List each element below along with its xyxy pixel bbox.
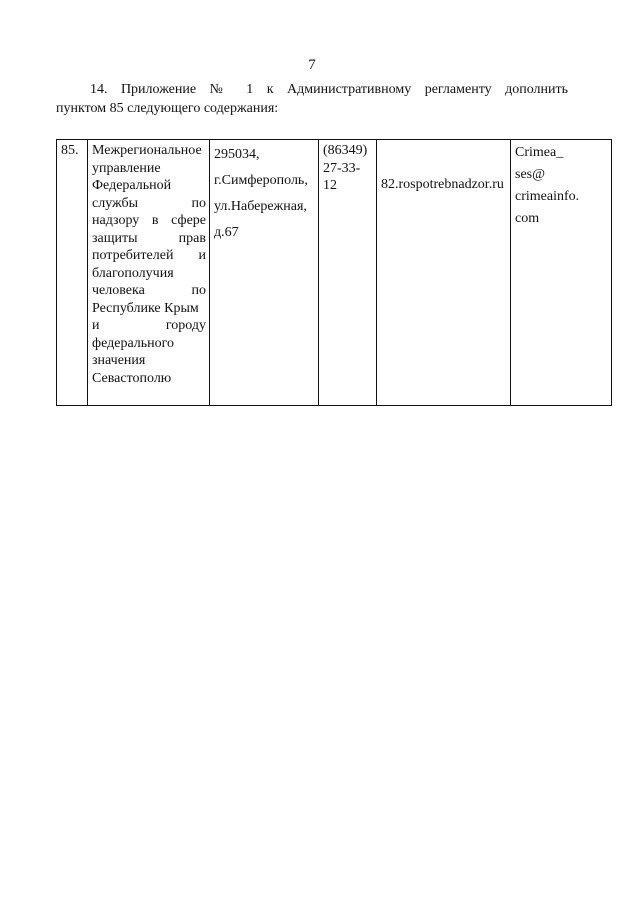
amendment-table (56, 139, 612, 406)
phone-line: (86349) (323, 143, 368, 158)
address-line: 295034, (214, 147, 260, 162)
organization-name-line: значения (92, 353, 146, 368)
address-cell (210, 140, 319, 406)
organization-name-line: управление (92, 160, 161, 176)
row-number: 85. (61, 143, 79, 158)
organization-name-line: службы по (92, 195, 206, 211)
organization-name-line: Межрегиональное (92, 143, 202, 158)
email-line: com (515, 211, 540, 226)
organization-name-line: Федеральной (92, 178, 172, 193)
organization-name-line: человека по (92, 283, 206, 298)
email-line: crimeainfo. (515, 189, 580, 204)
email-line: Crimea_ (515, 145, 564, 160)
phone-line: 12 (323, 178, 337, 193)
page-number: 7 (308, 57, 316, 73)
address (214, 142, 315, 246)
phone (323, 142, 373, 195)
amendment-paragraph-line-2: пунктом 85 следующего содержания: (56, 101, 279, 116)
amendment-paragraph-line-1: 14. Приложение № 1 к Административному регламенту дополнить (90, 82, 568, 97)
table-row (57, 140, 612, 406)
website: 82.rospotrebnadzor.ru (381, 177, 504, 192)
website-cell (377, 140, 511, 406)
email-line: ses@ (515, 167, 546, 182)
organization-name (92, 142, 206, 387)
row-number-cell (57, 140, 88, 406)
organization-name-line: потребителей и (92, 248, 206, 263)
organization-name-line: защиты прав (92, 230, 206, 246)
phone-cell (319, 140, 377, 406)
address-line: ул.Набережная, (214, 199, 307, 214)
organization-name-line: надзору в сфере (92, 213, 206, 228)
organization-name-line: благополучия (92, 265, 174, 281)
address-line: г.Симферополь, (214, 173, 308, 188)
address-line: д.67 (214, 225, 239, 240)
organization-name-line: и городу (92, 318, 206, 333)
organization-name-cell (88, 140, 210, 406)
email-cell (511, 140, 612, 406)
email (515, 142, 608, 230)
phone-line: 27-33- (323, 160, 361, 176)
organization-name-line: Севастополю (92, 370, 172, 386)
organization-name-line: Республике Крым (92, 300, 199, 316)
organization-name-line: федерального (92, 335, 175, 351)
